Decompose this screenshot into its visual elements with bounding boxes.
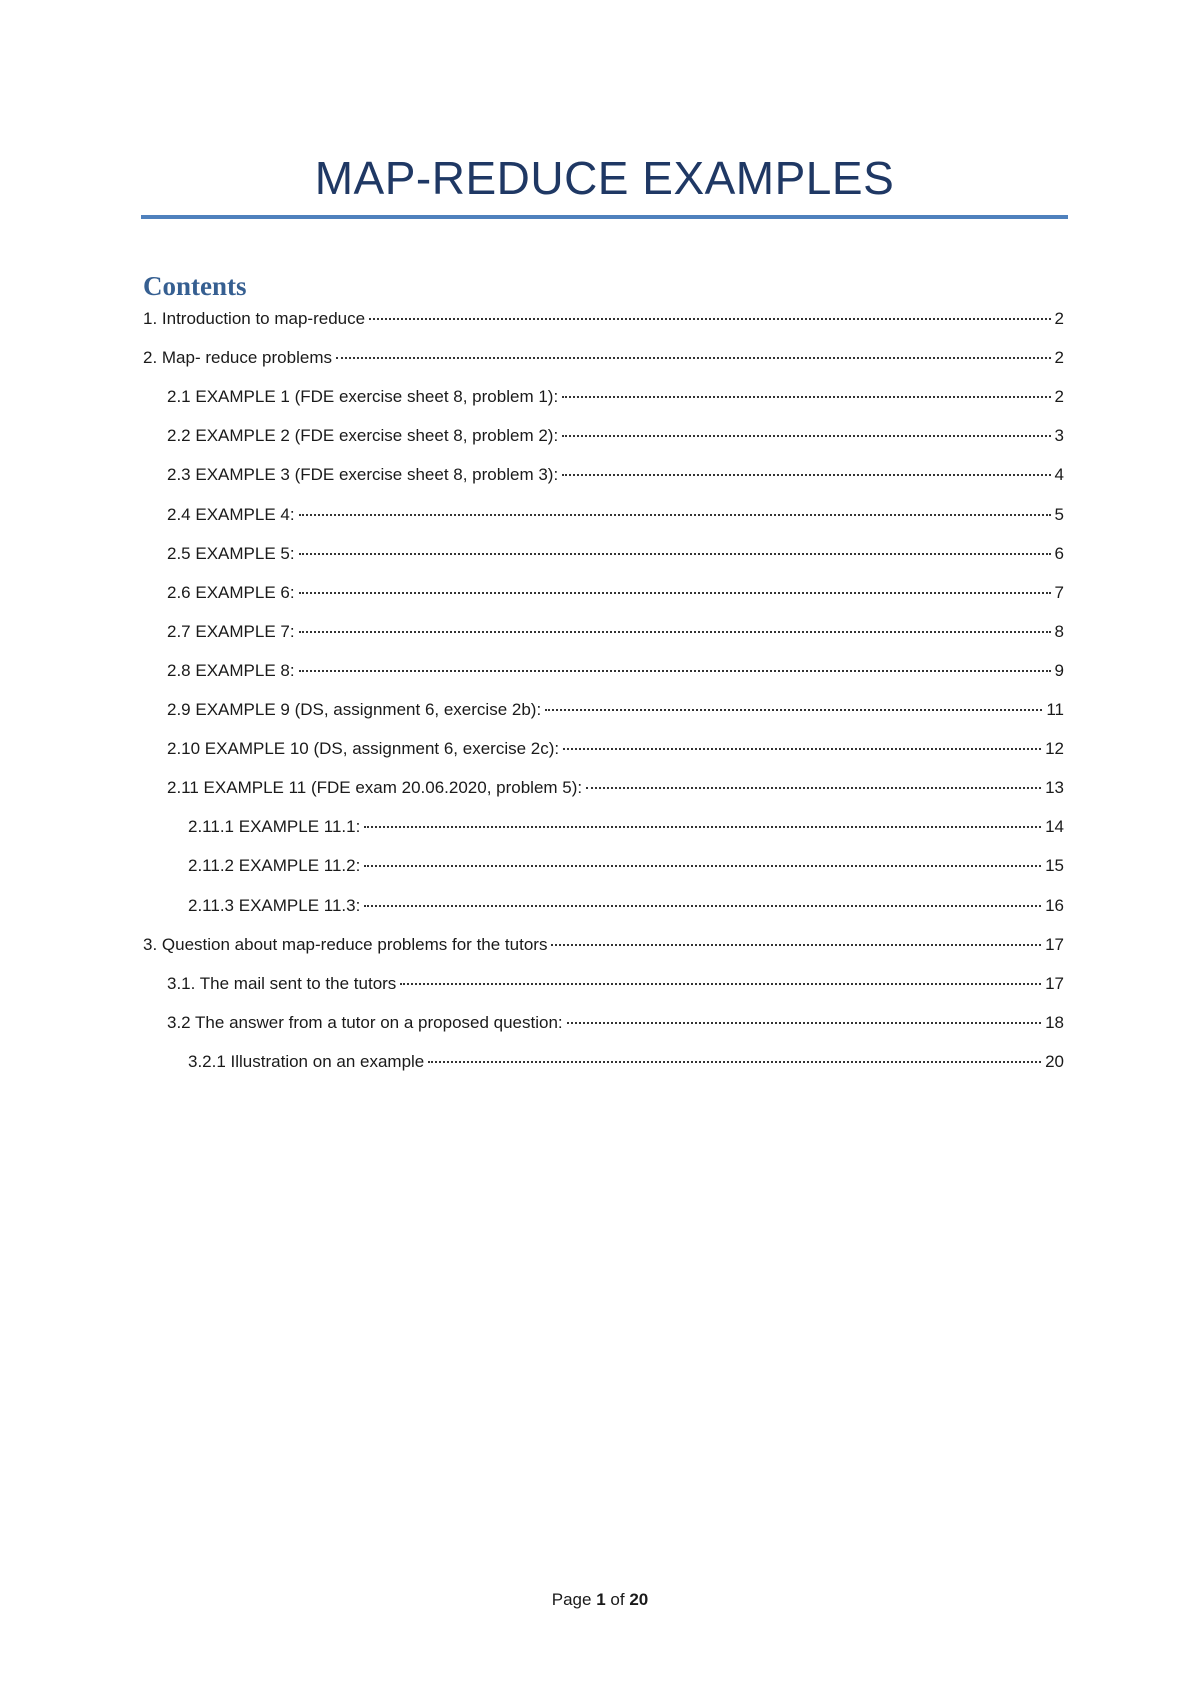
toc-entry-label: 3.2.1 Illustration on an example	[188, 1052, 425, 1071]
toc-entry[interactable]	[188, 893, 1064, 919]
toc-entry-page-number: 2	[1054, 348, 1064, 367]
footer-page-separator: of	[610, 1590, 625, 1609]
toc-entry[interactable]	[143, 932, 1064, 958]
table-of-contents	[143, 0, 1064, 1150]
toc-entry-page-number: 17	[1045, 935, 1064, 954]
toc-entry-label: 3.2 The answer from a tutor on a proposed question:	[167, 1013, 563, 1032]
toc-dot-leader	[369, 318, 1050, 320]
toc-entry-label: 2.8 EXAMPLE 8:	[167, 661, 295, 680]
footer-page-prefix: Page	[551, 1590, 592, 1609]
toc-entry[interactable]	[167, 502, 1064, 528]
toc-entry-page-number: 14	[1045, 817, 1064, 836]
toc-entry[interactable]	[167, 580, 1064, 606]
toc-entry-label: 2.9 EXAMPLE 9 (DS, assignment 6, exercise 2b):	[167, 700, 542, 719]
toc-entry-label: 2.3 EXAMPLE 3 (FDE exercise sheet 8, problem 3):	[167, 465, 559, 484]
toc-dot-leader	[364, 826, 1041, 828]
footer-total-pages: 20	[629, 1590, 649, 1609]
toc-dot-leader	[299, 592, 1051, 594]
toc-entry-label: 2.11 EXAMPLE 11 (FDE exam 20.06.2020, problem 5):	[167, 778, 583, 797]
toc-entry[interactable]	[143, 306, 1064, 332]
toc-entry[interactable]	[167, 736, 1064, 762]
toc-entry-page-number: 12	[1045, 739, 1064, 758]
toc-entry-page-number: 4	[1054, 465, 1064, 484]
page-footer	[0, 1588, 1200, 1612]
toc-dot-leader	[364, 905, 1041, 907]
toc-entry-page-number: 2	[1054, 309, 1064, 328]
toc-dot-leader	[299, 553, 1051, 555]
toc-dot-leader	[336, 357, 1051, 359]
toc-entry-page-number: 17	[1045, 974, 1064, 993]
toc-entry[interactable]	[167, 1010, 1064, 1036]
toc-entry[interactable]	[167, 775, 1064, 801]
toc-entry-page-number: 3	[1054, 426, 1064, 445]
toc-entry-page-number: 11	[1046, 700, 1064, 719]
toc-entry[interactable]	[167, 423, 1064, 449]
toc-entry-label: 2.1 EXAMPLE 1 (FDE exercise sheet 8, problem 1):	[167, 387, 559, 406]
toc-dot-leader	[562, 396, 1050, 398]
toc-entry[interactable]	[188, 814, 1064, 840]
toc-entry-page-number: 5	[1054, 505, 1064, 524]
toc-entry[interactable]	[143, 345, 1064, 371]
toc-entry[interactable]	[188, 853, 1064, 879]
toc-dot-leader	[428, 1061, 1041, 1063]
toc-entry[interactable]	[167, 541, 1064, 567]
toc-entry-page-number: 8	[1054, 622, 1064, 641]
toc-entry-page-number: 16	[1045, 896, 1064, 915]
toc-entry-page-number: 9	[1054, 661, 1064, 680]
toc-dot-leader	[299, 514, 1051, 516]
toc-entry[interactable]	[167, 619, 1064, 645]
toc-dot-leader	[400, 983, 1041, 985]
toc-dot-leader	[545, 709, 1042, 711]
toc-dot-leader	[299, 670, 1051, 672]
toc-dot-leader	[586, 787, 1041, 789]
toc-dot-leader	[562, 435, 1050, 437]
toc-dot-leader	[364, 865, 1041, 867]
toc-entry-page-number: 15	[1045, 856, 1064, 875]
toc-entry-label: 2.2 EXAMPLE 2 (FDE exercise sheet 8, problem 2):	[167, 426, 559, 445]
toc-entry[interactable]	[167, 462, 1064, 488]
toc-entry-page-number: 13	[1045, 778, 1064, 797]
toc-entry-label: 2.11.2 EXAMPLE 11.2:	[188, 856, 361, 875]
toc-entry-label: 2.6 EXAMPLE 6:	[167, 583, 295, 602]
toc-entry[interactable]	[188, 1049, 1064, 1075]
toc-entry-page-number: 6	[1054, 544, 1064, 563]
toc-entry-label: 2.7 EXAMPLE 7:	[167, 622, 295, 641]
toc-entry[interactable]	[167, 384, 1064, 410]
toc-entry-page-number: 7	[1054, 583, 1064, 602]
contents-heading: Contents	[143, 271, 247, 301]
toc-dot-leader	[299, 631, 1051, 633]
toc-entry-label: 1. Introduction to map-reduce	[143, 309, 366, 328]
toc-dot-leader	[551, 944, 1041, 946]
toc-entry-label: 2.11.3 EXAMPLE 11.3:	[188, 896, 361, 915]
toc-entry-label: 2.5 EXAMPLE 5:	[167, 544, 295, 563]
toc-entry-page-number: 2	[1054, 387, 1064, 406]
toc-dot-leader	[563, 748, 1041, 750]
toc-entry-page-number: 20	[1045, 1052, 1064, 1071]
toc-entry[interactable]	[167, 971, 1064, 997]
toc-dot-leader	[562, 474, 1050, 476]
toc-entry-label: 2.4 EXAMPLE 4:	[167, 505, 295, 524]
toc-entry-label: 3. Question about map-reduce problems for the tutors	[143, 935, 548, 954]
document-title: MAP-REDUCE EXAMPLES	[314, 152, 895, 204]
footer-current-page: 1	[596, 1590, 606, 1609]
toc-entry-label: 2. Map- reduce problems	[143, 348, 332, 367]
toc-entry-label: 2.10 EXAMPLE 10 (DS, assignment 6, exercise 2c):	[167, 739, 560, 758]
toc-entry-label: 2.11.1 EXAMPLE 11.1:	[188, 817, 361, 836]
toc-entry[interactable]	[167, 658, 1064, 684]
toc-entry[interactable]	[167, 697, 1064, 723]
toc-dot-leader	[567, 1022, 1041, 1024]
toc-entry-label: 3.1. The mail sent to the tutors	[167, 974, 397, 993]
toc-entry-page-number: 18	[1045, 1013, 1064, 1032]
